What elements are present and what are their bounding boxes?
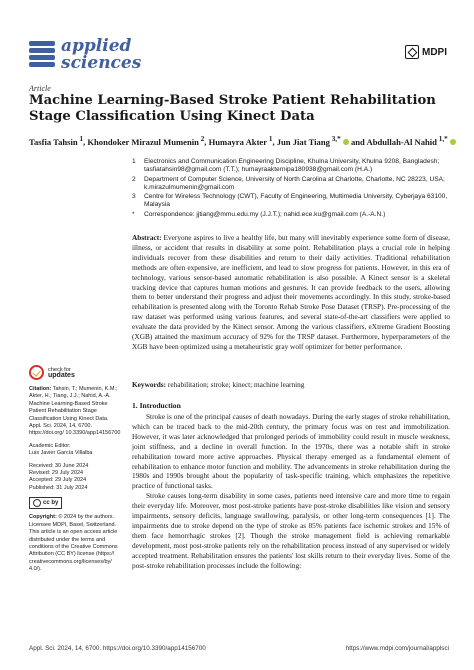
- author-affil-mark: 1: [267, 135, 273, 143]
- page-footer: [29, 645, 449, 652]
- check-updates-icon: [29, 365, 44, 380]
- author-list: [29, 135, 459, 147]
- keywords: [132, 380, 450, 390]
- publisher-name: MDPI: [422, 46, 447, 58]
- check-for-updates[interactable]: check for updates: [29, 365, 121, 380]
- copyright: Copyright: © 2024 by the authors. Licensee MDPI, Basel, Switzerland. This article is an open access article distributed under the terms and conditions of the Creative Commons Attribution (CC BY) license (https:// creativecommons.org/licenses/by/ 4.0/).: [29, 514, 118, 573]
- affiliation-item: 1 Electronics and Communication Engineering Discipline, Khulna University, Khulna 9208, Bangladesh; tasfiatahsin98@gmail.com (T.T.); humayraakternipa180938@gmail.com (H.A.): [132, 158, 440, 174]
- dates: Received: 30 June 2024 Revised: 29 July 2024 Accepted: 29 July 2024 Published: 31 July 2024: [29, 462, 89, 491]
- cc-license-badge[interactable]: cc by: [29, 497, 62, 509]
- author-name[interactable]: , Humayra Akter: [204, 136, 268, 147]
- author-affil-mark: 1: [77, 135, 84, 143]
- author-affil-mark: 3,*: [329, 135, 341, 143]
- author-name[interactable]: and Abdullah-Al Nahid: [348, 136, 437, 147]
- journal-logo: [29, 38, 141, 72]
- footer-citation[interactable]: Appl. Sci. 2024, 14, 6700. https://doi.org/10.3390/app14156700: [29, 645, 206, 652]
- author-affil-mark: 2: [198, 135, 205, 143]
- correspondence: * Correspondence: jjtiang@mmu.edu.my (J.J.T.); nahid.ece.ku@gmail.com (A.-A.N.): [132, 210, 386, 218]
- publisher-logo: [405, 45, 447, 59]
- affiliation-item: 2 Department of Computer Science, University of North Carolina at Charlotte, Charlotte, NC 28223, USA; k.mirazulmumenin@gmail.com: [132, 175, 445, 191]
- affiliations: [132, 158, 452, 220]
- abstract-text: Everyone aspires to live a healthy life, but many will inevitably experience some form of disease, illness, or accident that results in disability at some point. Rehabilitation plays a crucial role in helping individuals recover from these disabilities and return to their daily activities. Traditional rehabilitation methods are often expensive, are inefficient, and lead to slow progress for patients. However, in this era of technology, various sensor-based automatic rehabilitation is also possible. A Kinect sensor is a skeletal tracking device that captures human motions and gestures. It can provide feedback to the users, allowing them to better understand their progress and adjust their movements accordingly. In this study, stroke-based rehabilitation is presented along with the Toronto Rehab Stroke Pose Dataset (TRSP). Pre-processing of the raw dataset was performed using various features, and several state-of-the-art classifiers were applied to evaluate the data provided by the Kinect sensor. Among the various classifiers, eXtreme Gradient Boosting (XGB) attained the maximum accuracy of 92% for the TRSP dataset. Furthermore, hyperparameters of the XGB have been optimized using a metaheuristic gray wolf optimizer for better performance.: [132, 233, 450, 351]
- journal-logo-icon: [29, 39, 55, 71]
- author-name[interactable]: Tasfia Tahsin: [29, 136, 78, 147]
- orcid-icon[interactable]: [450, 139, 456, 145]
- section-heading: 1. Introduction: [132, 401, 181, 410]
- abstract: [132, 233, 450, 352]
- article-sidebar: [29, 365, 121, 579]
- keywords-text: rehabilitation; stroke; kinect; machine learning: [167, 380, 305, 389]
- author-affil-mark: 1,*: [436, 135, 448, 143]
- paragraph: Stroke is one of the principal causes of death nowadays. During the early stages of stroke rehabilitation, which can be traced back to the mid-20th century, the primary focus was on rest and immobilization. However, it was later acknowledged that prolonged periods of immobility could result in muscle weakness, joint stiffness, and a decline in overall function. In the 1970s, there was a notable shift in stroke rehabilitation toward more active approaches. Physical therapy emerged as a fundamental element of rehabilitation to enhance motor function and mobility. The advancements in stroke rehabilitation during the 1980s and 1990s brought about the popularity of task-specific training, which emphasizes the repetitive practice of functional tasks.: [132, 412, 450, 491]
- citation: Citation: Tahsin, T.; Mumenin, K.M.; Akter, H.; Tiang, J.J.; Nahid, A.-A. Machine Learning-Based Stroke Patient Rehabilitation Stage Classification Using Kinect Data. Appl. Sci. 2024, 14, 6700. https://doi.org/ 10.3390/app14156700: [29, 386, 121, 437]
- introduction-body: [132, 412, 450, 571]
- author-name[interactable]: , Jun Jiat Tiang: [272, 136, 330, 147]
- academic-editor: Academic Editor: Luis Javier García Villalba: [29, 442, 93, 457]
- paper-title: Machine Learning-Based Stroke Patient Rehabilitation Stage Classification Using Kinect Data: [29, 93, 436, 124]
- journal-name: applied sciences: [61, 36, 142, 73]
- paragraph: Stroke causes long-term disability in some cases, patients need intensive care and more time to regain their everyday life. Moreover, most post-stroke patients have post-stroke disabilities like vision and sensory impairments, sensory deficits, language swallowing, paralysis, or other long-term consequences [1]. The impairments due to stroke depend on the type of stroke as 85% patients face ischemic strokes and 15% of them face hemorrhagic strokes [2]. Though the stroke management field is achieving remarkable development, most post-stroke patients rely on the rehabilitation process instead of any supervised or widely accepted treatment. Rehabilitation ensures the patients' lost skills return to their everyday lives. Some of the post-stroke rehabilitation processes include the following:: [132, 491, 450, 570]
- cc-icon: [33, 499, 41, 507]
- keywords-label: Keywords:: [132, 380, 167, 389]
- affiliation-item: 3 Centre for Wireless Technology (CWT), Faculty of Engineering, Multimedia University, Cyberjaya 63100, Malaysia: [132, 193, 448, 209]
- abstract-label: Abstract:: [132, 233, 162, 242]
- mdpi-icon: [405, 45, 419, 59]
- author-name[interactable]: , Khondoker Mirazul Mumenin: [83, 136, 199, 147]
- footer-journal-link[interactable]: https://www.mdpi.com/journal/applsci: [345, 645, 449, 652]
- article-type: Article: [29, 84, 51, 93]
